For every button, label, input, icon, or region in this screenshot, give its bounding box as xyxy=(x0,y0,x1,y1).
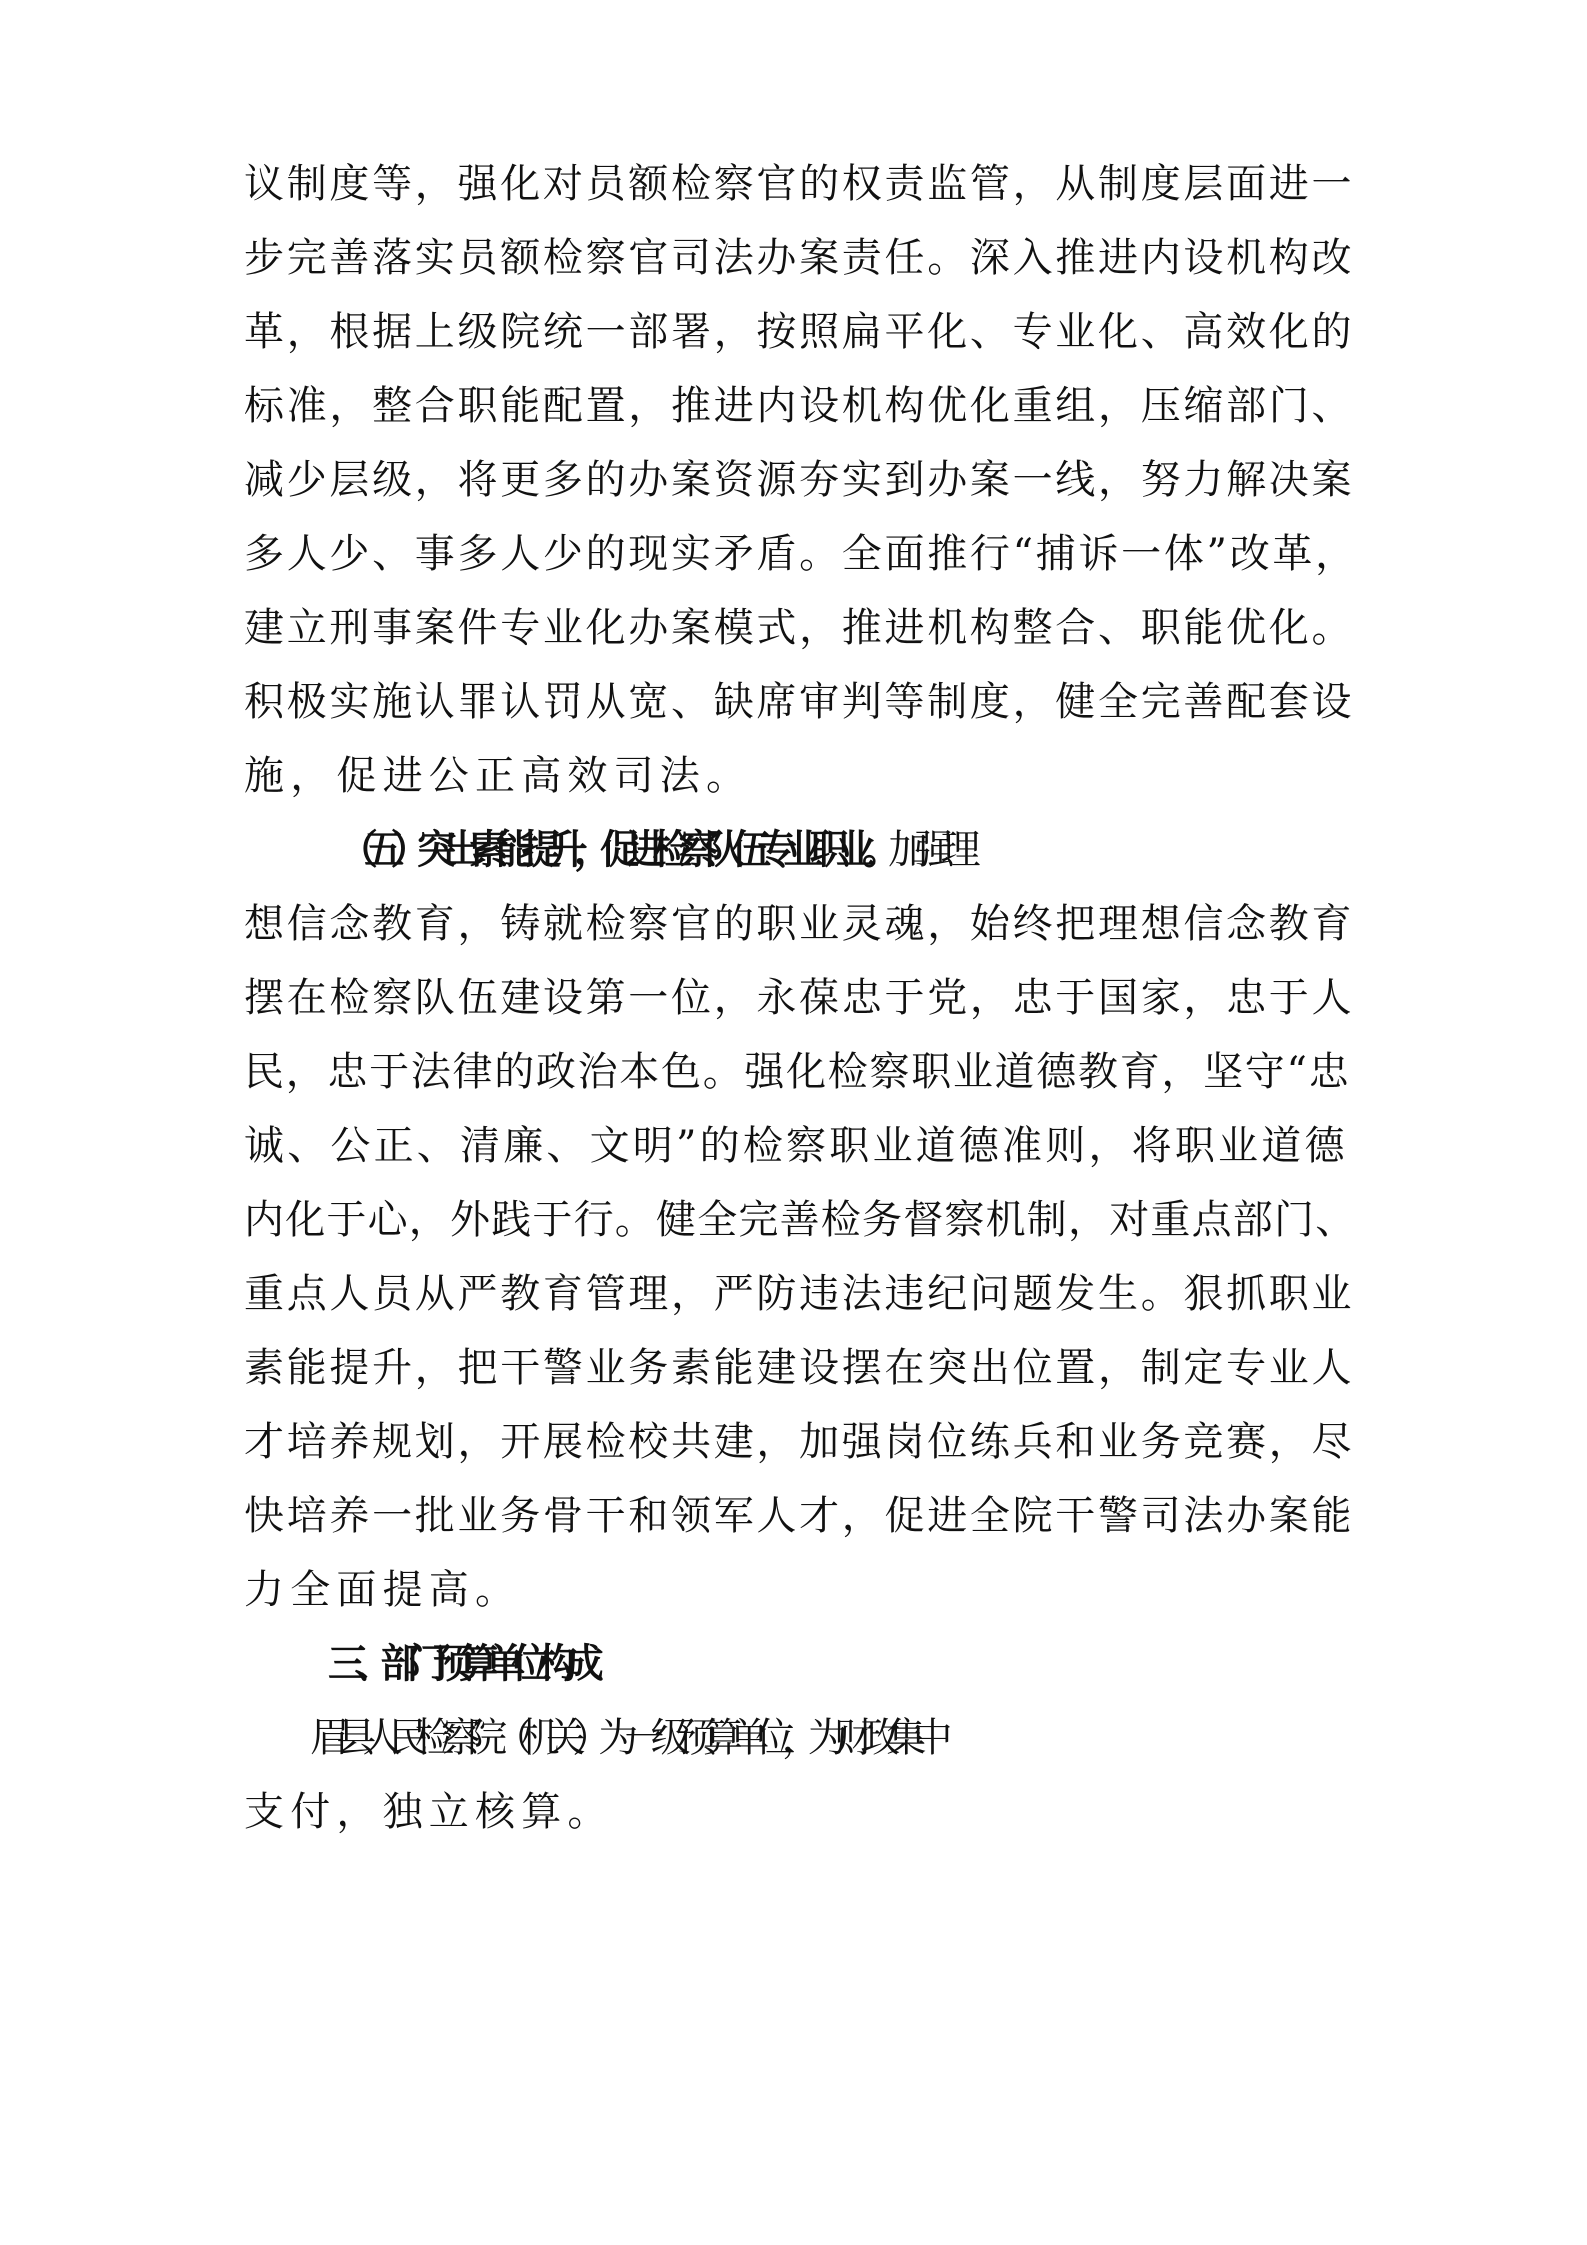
paragraph-2-line-6: 内化于心，外践于行。健全完善检务督察机制，对重点部门、 xyxy=(244,1197,1357,1243)
paragraph-2-line-9: 才培养规划，开展检校共建，加强岗位练兵和业务竞赛，尽 xyxy=(244,1419,1355,1465)
paragraph-2-line-7: 重点人员从严教育管理，严防违法违纪问题发生。狠抓职业 xyxy=(244,1271,1355,1317)
section-3-heading: 三、部门预算单位构成 xyxy=(328,1641,590,1687)
paragraph-1-line-7: 建立刑事案件专业化办案模式，推进机构整合、职能优化。 xyxy=(244,605,1355,651)
paragraph-2-line-2: 想信念教育，铸就检察官的职业灵魂，始终把理想信念教育 xyxy=(244,901,1355,947)
paragraph-1-line-9: 施，促进公正高效司法。 xyxy=(244,753,753,799)
paragraph-2-heading: （五）突出素能提升，促进检察队伍专业职业。 xyxy=(338,827,889,873)
paragraph-2-line-5: 诚、公正、清廉、文明”的检察职业道德准则，将职业道德 xyxy=(244,1123,1348,1169)
paragraph-1-line-3: 革，根据上级院统一部署，按照扁平化、专业化、高效化的 xyxy=(244,309,1355,355)
paragraph-1-line-1: 议制度等，强化对员额检察官的权责监管，从制度层面进一 xyxy=(244,161,1355,207)
section-3-line-1: 眉县人民检察院（机关）为一级预算单位，为财政集中 xyxy=(310,1715,939,1761)
paragraph-2-line-3: 摆在检察队伍建设第一位，永葆忠于党，忠于国家，忠于人 xyxy=(244,975,1355,1021)
paragraph-1-line-6: 多人少、事多人少的现实矛盾。全面推行“捕诉一体”改革， xyxy=(244,531,1358,577)
section-3-line-2: 支付，独立核算。 xyxy=(244,1789,614,1835)
paragraph-2-line-11: 力全面提高。 xyxy=(244,1567,522,1613)
paragraph-1-line-2: 步完善落实员额检察官司法办案责任。深入推进内设机构改 xyxy=(244,235,1355,281)
paragraph-2-line-10: 快培养一批业务骨干和领军人才，促进全院干警司法办案能 xyxy=(244,1493,1355,1539)
paragraph-2-line-4: 民，忠于法律的政治本色。强化检察职业道德教育，坚守“忠 xyxy=(244,1049,1351,1095)
paragraph-1-line-8: 积极实施认罪认罚从宽、缺席审判等制度，健全完善配套设 xyxy=(244,679,1355,725)
paragraph-2-line-1 xyxy=(338,818,1448,882)
paragraph-2-first-line-rest: 加强理 xyxy=(888,827,967,873)
paragraph-1-line-5: 减少层级，将更多的办案资源夯实到办案一线，努力解决案 xyxy=(244,457,1355,503)
paragraph-2-line-8: 素能提升，把干警业务素能建设摆在突出位置，制定专业人 xyxy=(244,1345,1355,1391)
paragraph-1-line-4: 标准，整合职能配置，推进内设机构优化重组，压缩部门、 xyxy=(244,383,1355,429)
